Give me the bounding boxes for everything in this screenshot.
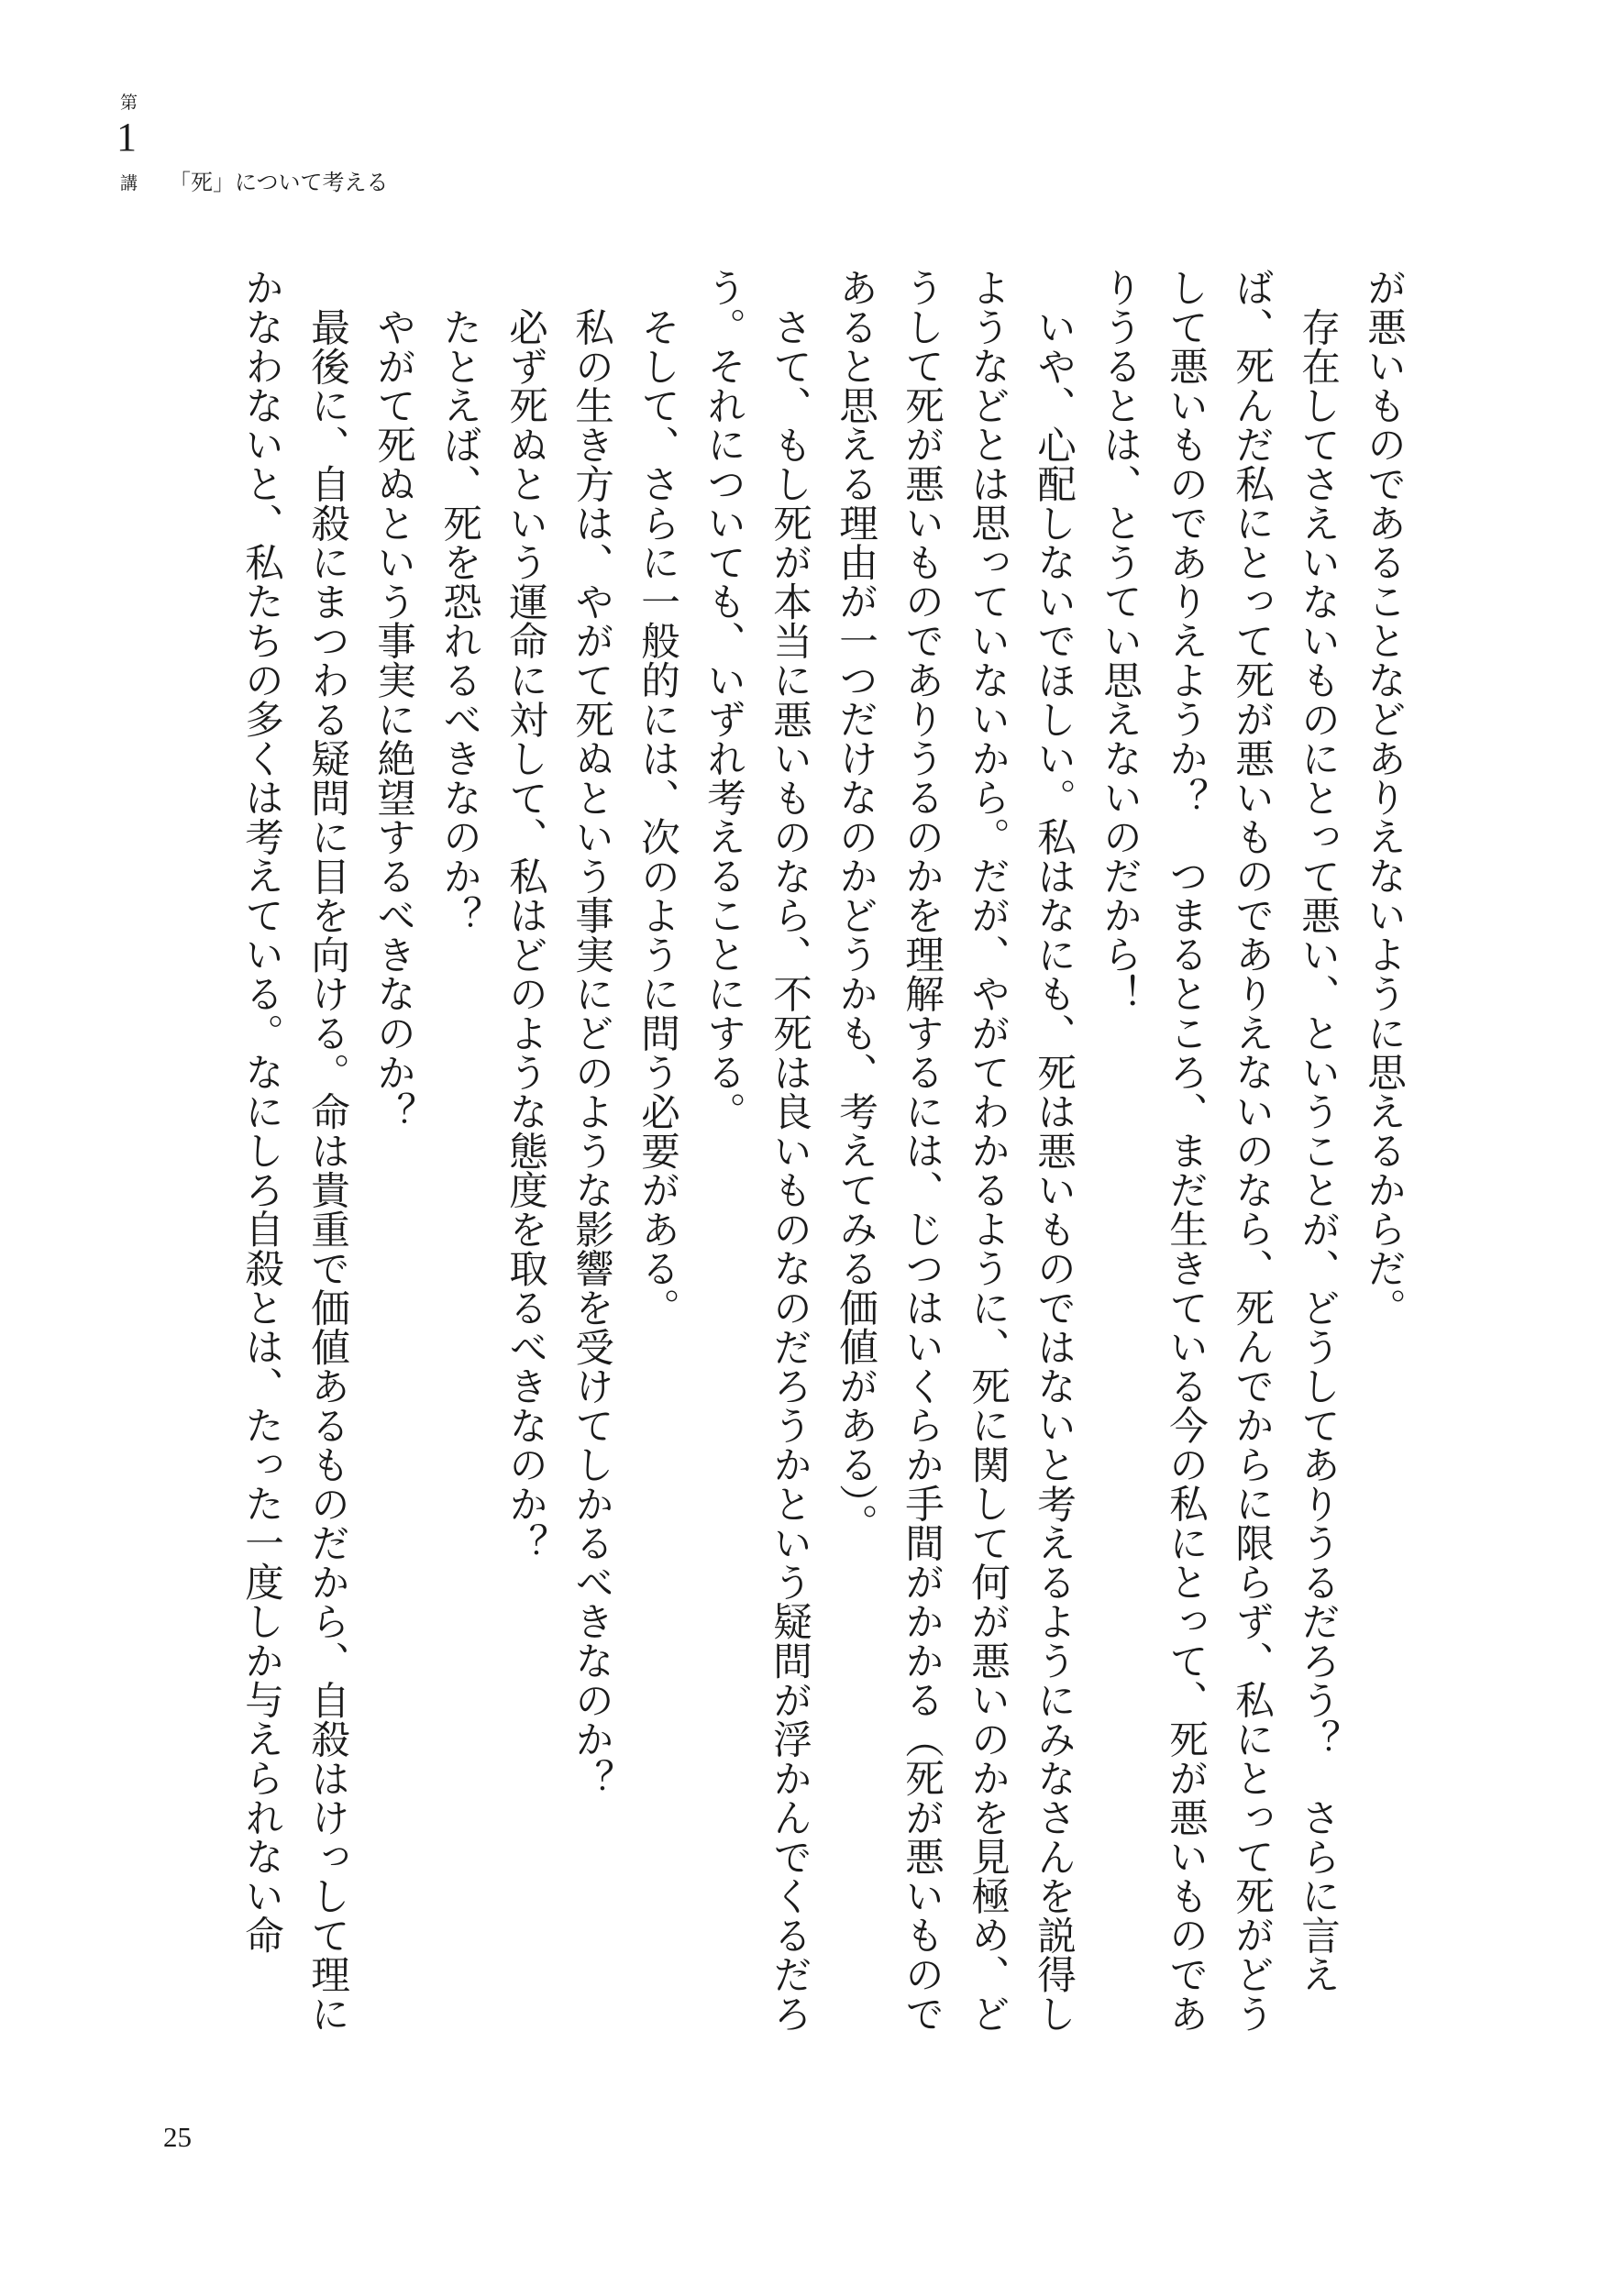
paragraph: 必ず死ぬという運命に対して、私はどのような態度を取るべきなのか？ <box>503 306 548 1562</box>
paragraph: そして、さらに一般的には、次のように問う必要がある。 <box>635 306 680 1327</box>
paragraph: さて、もし死が本当に悪いものなら、不死は良いものなのだろうかという疑問が浮かんでくるだろう。それについても、いずれ考えることにする。 <box>701 268 812 2033</box>
chapter-title: 「死」について考える <box>169 170 389 195</box>
paragraph: が悪いものであることなどありえないように思えるからだ。 <box>1361 268 1407 1328</box>
paragraph: 最後に、自殺にまつわる疑問に目を向ける。命は貴重で価値あるものだから、自殺はけっして理にかなわないと、私たちの多くは考えている。なにしろ自殺とは、たった一度しか与えられない命 <box>238 268 350 2033</box>
chapter-number: 1 <box>116 115 137 160</box>
paragraph: 存在してさえいないものにとって悪い、ということが、どうしてありうるだろう？ さらに言えば、死んだ私にとって死が悪いものでありえないのなら、死んでからに限らず、私にとって死がどうして悪いものでありえようか？ つまるところ、まだ生きている今の私にとって、死が悪いものでありうるとは、とうてい思えないのだから！ <box>1097 268 1341 2034</box>
paragraph: いや、心配しないでほしい。私はなにも、死は悪いものではないと考えるようにみなさんを説得しようなどとは思っていないから。だが、やがてわかるように、死に関して何が悪いのかを見極め、どうして死が悪いものでありうるのかを理解するには、じつはいくらか手間がかかる（死が悪いものであると思える理由が一つだけなのかどうかも、考えてみる価値がある）。 <box>833 268 1077 2034</box>
chapter-suffix: 講 <box>120 173 138 193</box>
body-text <box>151 268 1417 2037</box>
paragraph: 私の生き方は、やがて死ぬという事実にどのような影響を受けてしかるべきなのか？ <box>569 306 614 1798</box>
paragraph: やがて死ぬという事実に絶望するべきなのか？ <box>370 306 416 1131</box>
paragraph: たとえば、死を恐れるべきなのか？ <box>436 306 482 935</box>
chapter-header <box>116 92 502 202</box>
page-number: 25 <box>163 2121 192 2153</box>
chapter-prefix: 第 <box>120 93 138 113</box>
